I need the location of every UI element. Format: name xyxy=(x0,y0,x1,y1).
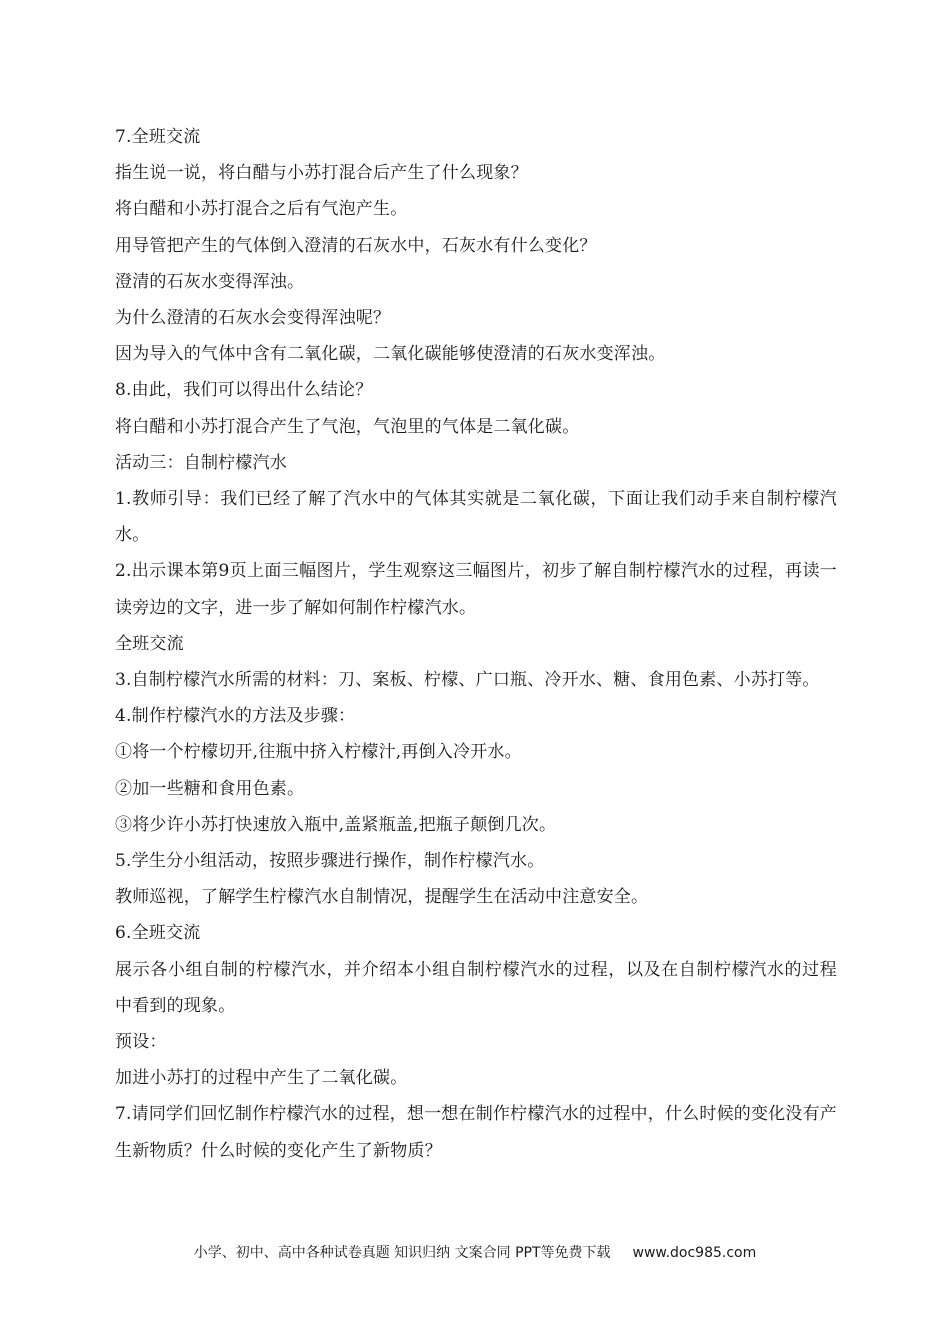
paragraph: 将白醋和小苏打混合产生了气泡，气泡里的气体是二氧化碳。 xyxy=(115,416,580,437)
paragraph: 3.自制柠檬汽水所需的材料：刀、案板、柠檬、广口瓶、冷开水、糖、食用色素、小苏打等。 xyxy=(115,670,820,691)
paragraph: 用导管把产生的气体倒入澄清的石灰水中，石灰水有什么变化？ xyxy=(115,235,597,256)
paragraph: 加进小苏打的过程中产生了二氧化碳。 xyxy=(115,1068,408,1089)
paragraph: 指生说一说，将白醋与小苏打混合后产生了什么现象？ xyxy=(115,163,528,184)
paragraph: 展示各小组自制的柠檬汽水，并介绍本小组自制柠檬汽水的过程，以及在自制柠檬汽水的过程中看到的现象。 xyxy=(115,959,837,1016)
section-heading: 活动三：自制柠檬汽水 xyxy=(115,452,287,473)
document-body xyxy=(115,119,837,1169)
paragraph: 因为导入的气体中含有二氧化碳，二氧化碳能够使澄清的石灰水变浑浊。 xyxy=(115,344,666,365)
paragraph: 澄清的石灰水变得浑浊。 xyxy=(115,271,305,292)
list-item: ②加一些糖和食用色素。 xyxy=(115,778,305,799)
paragraph: 预设： xyxy=(115,1032,167,1053)
footer-site-link[interactable]: www.doc985.com xyxy=(632,1245,757,1261)
paragraph: 将白醋和小苏打混合之后有气泡产生。 xyxy=(115,199,408,220)
paragraph: 为什么澄清的石灰水会变得浑浊呢？ xyxy=(115,308,391,329)
paragraph: 2.出示课本第9页上面三幅图片，学生观察这三幅图片，初步了解自制柠檬汽水的过程，再读一读旁边的文字，进一步了解如何制作柠檬汽水。 xyxy=(115,561,837,618)
paragraph: 7.请同学们回忆制作柠檬汽水的过程，想一想在制作柠檬汽水的过程中，什么时候的变化没有产生新物质？什么时候的变化产生了新物质？ xyxy=(115,1104,837,1161)
paragraph: 全班交流 xyxy=(115,633,184,654)
list-item: ①将一个柠檬切开,往瓶中挤入柠檬汁,再倒入冷开水。 xyxy=(115,742,522,763)
paragraph: 8.由此，我们可以得出什么结论？ xyxy=(115,380,373,401)
paragraph: 7.全班交流 xyxy=(115,127,201,147)
paragraph: 5.学生分小组活动，按照步骤进行操作，制作柠檬汽水。 xyxy=(115,851,545,872)
paragraph: 6.全班交流 xyxy=(115,923,201,944)
footer-text: 小学、初中、高中各种试卷真题 知识归纳 文案合同 PPT等免费下载 xyxy=(193,1245,611,1261)
paragraph: 1.教师引导：我们已经了解了汽水中的气体其实就是二氧化碳，下面让我们动手来自制柠檬汽水。 xyxy=(115,489,837,546)
list-item: ③将少许小苏打快速放入瓶中,盖紧瓶盖,把瓶子颠倒几次。 xyxy=(115,814,557,835)
page-footer xyxy=(0,1243,950,1263)
paragraph: 教师巡视，了解学生柠檬汽水自制情况，提醒学生在活动中注意安全。 xyxy=(115,887,649,908)
paragraph: 4.制作柠檬汽水的方法及步骤： xyxy=(115,706,356,727)
